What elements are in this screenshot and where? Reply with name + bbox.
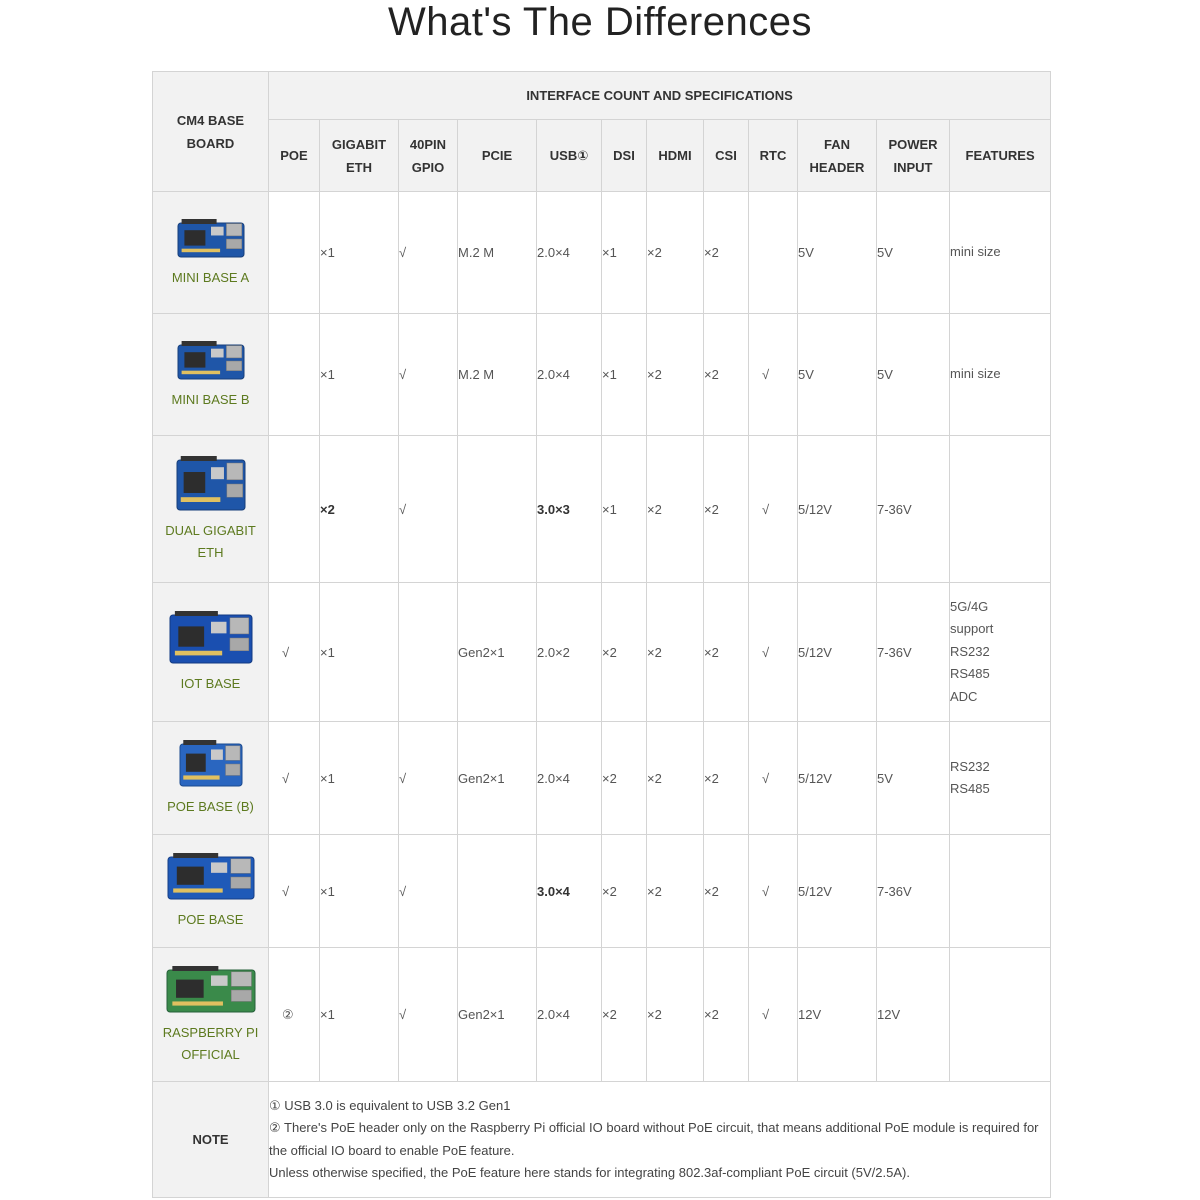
column-header: 40PIN GPIO	[399, 120, 458, 192]
spec-cell: √	[749, 948, 798, 1082]
spec-cell: 5/12V	[798, 722, 877, 835]
features-cell	[950, 314, 1051, 436]
feature-item: mini size	[950, 366, 1001, 382]
feature-item: RS232	[950, 758, 990, 774]
iot-base-board-image	[168, 609, 254, 667]
note-label: NOTE	[153, 1082, 269, 1198]
spec-cell: 5/12V	[798, 835, 877, 948]
note-line: ① USB 3.0 is equivalent to USB 3.2 Gen1	[269, 1097, 511, 1113]
features-cell	[950, 722, 1051, 835]
mini-base-board-image	[176, 217, 246, 261]
board-cell	[153, 835, 269, 948]
column-header: POWER INPUT	[877, 120, 950, 192]
mini-base-board-image	[176, 339, 246, 383]
poe-base-b-board-image	[178, 738, 244, 790]
spec-cell: 5V	[877, 314, 950, 436]
raspberry-pi-official-board-image	[165, 964, 257, 1016]
note-row	[153, 1082, 1051, 1198]
column-header: POE	[269, 120, 320, 192]
spec-cell: ×1	[602, 192, 647, 314]
spec-cell: √	[749, 722, 798, 835]
spec-cell: ×1	[602, 314, 647, 436]
spec-cell: ×2	[647, 722, 704, 835]
board-cell	[153, 583, 269, 722]
spec-cell: 5V	[877, 192, 950, 314]
column-header: FAN HEADER	[798, 120, 877, 192]
spec-cell: √	[399, 436, 458, 583]
spec-cell: √	[269, 583, 320, 722]
spec-cell: ×1	[320, 948, 399, 1082]
spec-cell: ×2	[602, 583, 647, 722]
spec-cell: √	[399, 192, 458, 314]
spec-cell	[269, 436, 320, 583]
table-row	[153, 835, 1051, 948]
spec-cell: ×2	[647, 436, 704, 583]
spec-cell: √	[749, 314, 798, 436]
board-cell	[153, 436, 269, 583]
spec-cell: ×1	[320, 835, 399, 948]
spec-cell: 5V	[877, 722, 950, 835]
poe-base-board-image	[166, 851, 256, 903]
board-cell	[153, 314, 269, 436]
feature-item: support	[950, 621, 994, 637]
features-cell	[950, 436, 1051, 583]
spec-cell: 5/12V	[798, 436, 877, 583]
dual-gigabit-board-image	[175, 454, 247, 514]
spec-cell	[749, 192, 798, 314]
spec-cell: 3.0×3	[537, 436, 602, 583]
features-cell	[950, 583, 1051, 722]
spec-cell: Gen2×1	[458, 583, 537, 722]
spec-cell: ×2	[704, 436, 749, 583]
spec-cell: ×2	[647, 948, 704, 1082]
board-name: DUAL GIGABIT ETH	[165, 523, 256, 560]
column-header: CSI	[704, 120, 749, 192]
column-header: GIGABIT ETH	[320, 120, 399, 192]
spec-cell: √	[399, 948, 458, 1082]
features-cell	[950, 835, 1051, 948]
table-row	[153, 722, 1051, 835]
table-row	[153, 583, 1051, 722]
spec-cell: ×2	[647, 314, 704, 436]
spec-cell: ×1	[320, 314, 399, 436]
spec-cell: 2.0×4	[537, 192, 602, 314]
spec-cell: ×1	[602, 436, 647, 583]
board-name: POE BASE (B)	[167, 799, 254, 814]
header-board-column: CM4 BASE BOARD	[153, 72, 269, 192]
spec-cell: ×2	[602, 948, 647, 1082]
page-title: What's The Differences	[387, 0, 812, 44]
spec-cell: √	[399, 314, 458, 436]
comparison-table	[152, 71, 1051, 1198]
spec-cell: ×2	[704, 722, 749, 835]
table-row	[153, 436, 1051, 583]
spec-cell: √	[269, 835, 320, 948]
spec-cell: √	[749, 835, 798, 948]
board-name: MINI BASE A	[171, 269, 250, 285]
spec-cell: √	[399, 722, 458, 835]
spec-cell	[458, 835, 537, 948]
spec-cell: ×2	[704, 835, 749, 948]
spec-cell: √	[399, 835, 458, 948]
board-cell	[153, 192, 269, 314]
spec-cell: ×2	[320, 436, 399, 583]
spec-cell: 2.0×2	[537, 583, 602, 722]
spec-cell	[269, 192, 320, 314]
spec-cell: 7-36V	[877, 835, 950, 948]
board-name: MINI BASE B	[171, 391, 250, 407]
spec-cell: ×2	[704, 192, 749, 314]
spec-cell: ②	[269, 948, 320, 1082]
spec-cell: 12V	[798, 948, 877, 1082]
table-row	[153, 192, 1051, 314]
spec-cell: ×2	[647, 835, 704, 948]
spec-cell: ×1	[320, 583, 399, 722]
board-name: RASPBERRY PI OFFICIAL	[162, 1024, 259, 1062]
feature-item: RS232	[950, 643, 990, 659]
spec-cell: 5/12V	[798, 583, 877, 722]
spec-cell: ×2	[647, 583, 704, 722]
feature-item: RS485	[950, 781, 990, 796]
column-header: HDMI	[647, 120, 704, 192]
feature-item: ADC	[950, 688, 978, 704]
spec-cell: 3.0×4	[537, 835, 602, 948]
note-line: Unless otherwise specified, the PoE feature here stands for integrating 802.3af-compliant PoE circuit (5V/2.5A).	[269, 1165, 910, 1180]
feature-item: RS485	[950, 666, 990, 682]
column-header: DSI	[602, 120, 647, 192]
features-cell	[950, 948, 1051, 1082]
spec-cell: ×2	[602, 722, 647, 835]
table-row	[153, 314, 1051, 436]
spec-cell: √	[749, 583, 798, 722]
spec-cell: Gen2×1	[458, 722, 537, 835]
column-header: USB①	[537, 120, 602, 192]
column-header: PCIE	[458, 120, 537, 192]
note-line: ② There's PoE header only on the Raspberry Pi official IO board without PoE circuit, that means additional PoE module is required for the official IO board to enable PoE feature.	[269, 1120, 1039, 1158]
spec-cell: √	[749, 436, 798, 583]
spec-cell: ×2	[704, 583, 749, 722]
spec-cell: ×2	[704, 314, 749, 436]
spec-cell: 7-36V	[877, 583, 950, 722]
spec-cell: ×2	[704, 948, 749, 1082]
feature-item: mini size	[950, 244, 1001, 260]
board-cell	[153, 948, 269, 1082]
spec-cell: 2.0×4	[537, 314, 602, 436]
spec-cell: ×1	[320, 722, 399, 835]
spec-cell: 2.0×4	[537, 948, 602, 1082]
spec-cell: 5V	[798, 192, 877, 314]
feature-item: 5G/4G	[950, 598, 989, 614]
board-cell	[153, 722, 269, 835]
features-cell	[950, 192, 1051, 314]
board-name: IOT BASE	[180, 676, 241, 691]
spec-cell: ×2	[647, 192, 704, 314]
spec-cell: 5V	[798, 314, 877, 436]
column-header: FEATURES	[950, 120, 1051, 192]
spec-cell	[269, 314, 320, 436]
spec-cell: M.2 M	[458, 314, 537, 436]
board-name: POE BASE	[177, 912, 244, 927]
note-body	[269, 1082, 1051, 1198]
spec-cell: √	[269, 722, 320, 835]
spec-cell: M.2 M	[458, 192, 537, 314]
spec-cell: 12V	[877, 948, 950, 1082]
header-group: INTERFACE COUNT AND SPECIFICATIONS	[269, 72, 1051, 120]
spec-cell: 2.0×4	[537, 722, 602, 835]
column-header: RTC	[749, 120, 798, 192]
spec-cell: Gen2×1	[458, 948, 537, 1082]
spec-cell: 7-36V	[877, 436, 950, 583]
table-row	[153, 948, 1051, 1082]
spec-cell	[399, 583, 458, 722]
spec-cell: ×2	[602, 835, 647, 948]
spec-cell	[458, 436, 537, 583]
spec-cell: ×1	[320, 192, 399, 314]
